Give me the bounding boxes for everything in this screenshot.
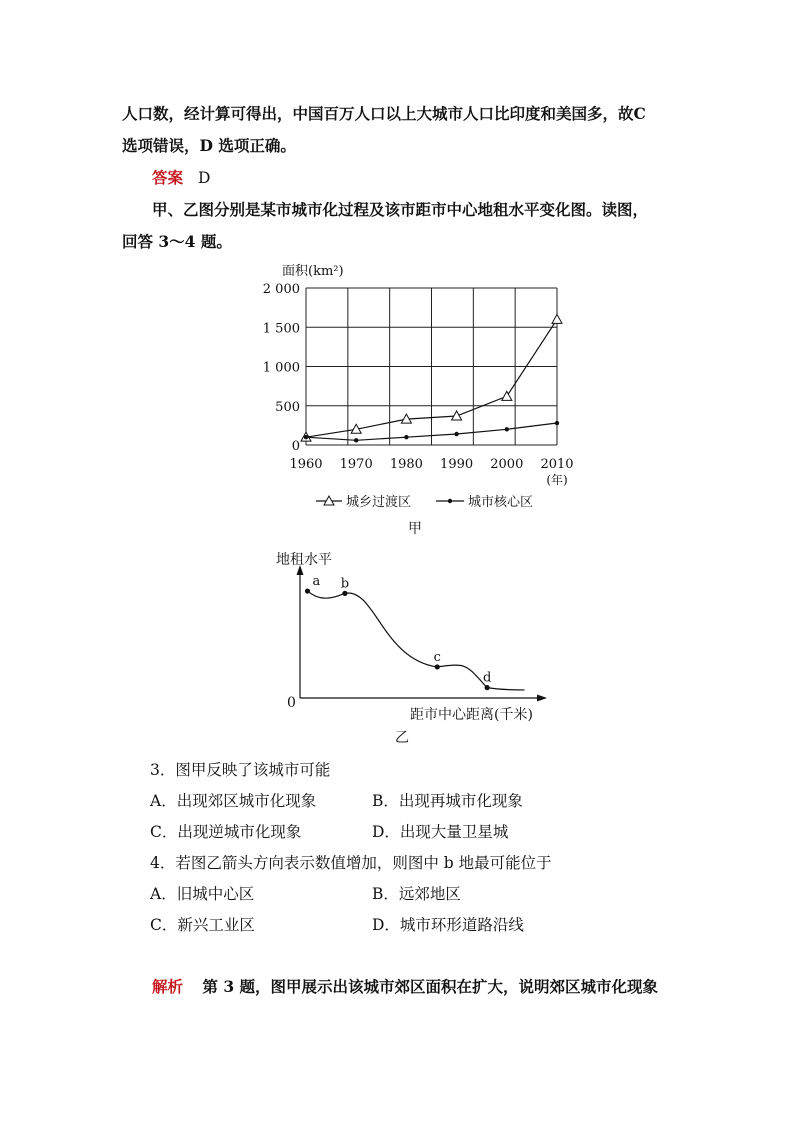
x-tick-label: 1960 [289, 457, 323, 472]
point-d [485, 685, 490, 690]
data-point-dot [304, 435, 308, 439]
x-tick-label: 1990 [440, 457, 474, 472]
point-label-b: b [340, 576, 350, 592]
data-point-triangle [502, 391, 512, 400]
point-label-c: c [433, 649, 441, 665]
legend-label-core: 城市核心区 [468, 495, 534, 510]
answer-value: D [197, 169, 211, 187]
question-3-option-d: D．出现大量卫星城 [372, 823, 509, 841]
intro-line-1: 甲、乙图分别是某市城市化过程及该市距市中心地租水平变化图。读图， [152, 200, 649, 219]
paragraph-line-2: 选项错误，D 选项正确。 [122, 136, 296, 155]
data-point-dot [454, 432, 458, 436]
data-point-triangle [552, 314, 562, 323]
question-4-option-a: A．旧城中心区 [150, 885, 255, 903]
y-axis-title: 地租水平 [276, 552, 332, 568]
data-point-dot [404, 435, 408, 439]
y-tick-label: 2 000 [262, 282, 300, 297]
question-4-option-b: B．远郊地区 [372, 885, 461, 903]
analysis-text: 第 3 题，图甲展示出该城市郊区面积在扩大，说明郊区城市化现象 [202, 977, 659, 996]
y-tick-label: 500 [275, 399, 300, 415]
legend-label-transition: 城乡过渡区 [346, 495, 412, 510]
legend-marker-dot [448, 499, 452, 503]
chart-jia [250, 255, 580, 540]
y-tick-label: 0 [291, 439, 300, 454]
question-3-stem: 3．图甲反映了该城市可能 [150, 761, 331, 779]
chart-caption-jia: 甲 [408, 521, 422, 537]
y-axis-title: 面积(km²) [282, 264, 344, 279]
x-axis-unit: (年) [546, 473, 568, 487]
x-axis-arrow [537, 695, 547, 702]
paragraph-line-1: 人口数，经计算可得出，中国百万人口以上大城市人口比印度和美国多，故C [122, 104, 646, 123]
chart-caption-yi: 乙 [395, 730, 409, 745]
data-point-triangle [452, 411, 462, 420]
question-3-option-c: C．出现逆城市化现象 [150, 823, 302, 841]
x-tick-label: 2000 [490, 457, 524, 472]
question-4-option-d: D．城市环形道路沿线 [372, 916, 524, 934]
point-a [305, 588, 310, 593]
x-tick-label: 2010 [540, 457, 574, 472]
question-3-option-b: B．出现再城市化现象 [372, 792, 523, 810]
chart-yi [260, 545, 570, 745]
point-label-d: d [482, 670, 492, 686]
answer-label: 答案 [152, 168, 184, 187]
rent-curve [307, 591, 524, 690]
data-point-dot [505, 427, 509, 431]
question-3-option-a: A．出现郊区城市化现象 [150, 792, 317, 810]
y-tick-label: 1 000 [262, 360, 300, 376]
intro-line-2: 回答 3～4 题。 [122, 232, 232, 251]
point-b [342, 591, 347, 596]
analysis-row [152, 975, 658, 997]
data-point-dot [354, 438, 358, 442]
answer-row [152, 166, 210, 188]
point-label-a: a [312, 574, 321, 590]
question-4-option-c: C．新兴工业区 [150, 916, 255, 934]
question-4-stem: 4．若图乙箭头方向表示数值增加，则图中 b 地最可能位于 [150, 854, 552, 872]
x-tick-label: 1970 [339, 457, 373, 472]
data-point-dot [555, 421, 559, 425]
point-c [435, 664, 440, 669]
origin-label: 0 [287, 695, 296, 711]
x-tick-label: 1980 [389, 457, 423, 472]
x-axis-title: 距市中心距离(千米) [410, 707, 533, 723]
analysis-label: 解析 [152, 977, 184, 996]
y-tick-label: 1 500 [262, 321, 300, 337]
